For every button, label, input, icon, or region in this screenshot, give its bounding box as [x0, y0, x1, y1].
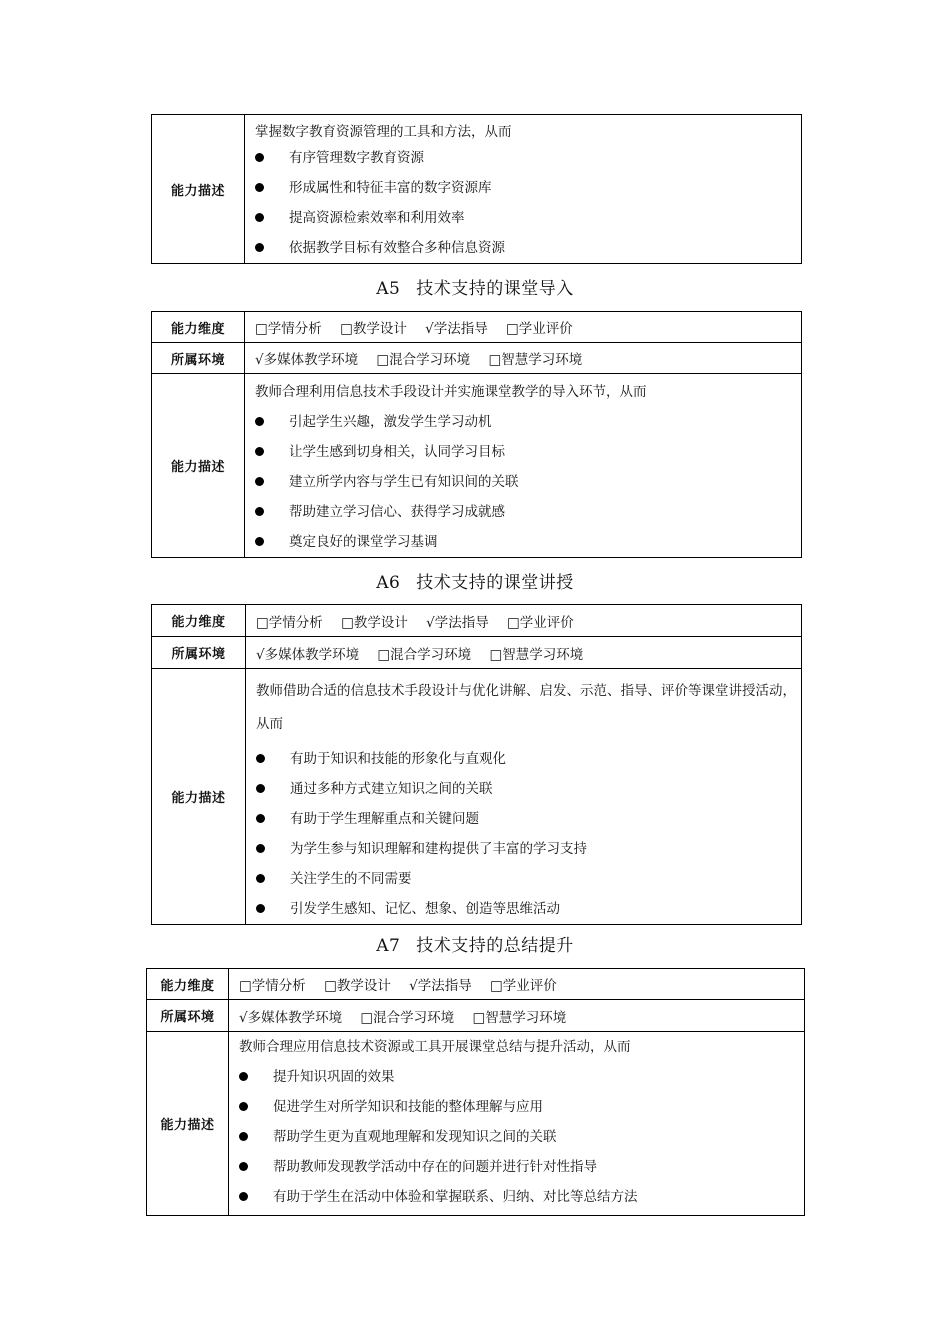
description-list	[255, 407, 801, 557]
dimension-label: 能力维度	[152, 605, 246, 637]
bullet-icon	[239, 1162, 248, 1171]
description-intro: 掌握数字教育资源管理的工具和方法，从而	[255, 124, 512, 140]
dimension-option[interactable]: □学情分析	[255, 321, 322, 337]
description-intro: 教师合理应用信息技术资源或工具开展课堂总结与提升活动，从而	[239, 1039, 631, 1055]
section-heading-a7: A7 技术支持的总结提升	[376, 936, 574, 956]
dimension-options	[246, 605, 802, 637]
environment-option[interactable]: □混合学习环境	[377, 646, 472, 663]
bullet-icon	[256, 874, 265, 883]
description-cell	[245, 374, 802, 558]
description-label: 能力描述	[147, 1032, 229, 1216]
bullet-icon	[256, 814, 265, 823]
list-item: 帮助建立学习信心、获得学习成就感	[255, 497, 801, 527]
list-item: 为学生参与知识理解和建构提供了丰富的学习支持	[256, 834, 801, 864]
description-intro: 教师借助合适的信息技术手段设计与优化讲解、启发、示范、指导、评价等课堂讲授活动，从而	[256, 683, 796, 732]
a7-ability-table	[146, 968, 805, 1216]
list-item: 提升知识巩固的效果	[239, 1062, 804, 1092]
description-label: 能力描述	[152, 669, 246, 925]
dimension-option[interactable]: □学业评价	[507, 614, 574, 631]
bullet-icon	[255, 417, 264, 426]
list-item: 有助于学生理解重点和关键问题	[256, 804, 801, 834]
environment-option[interactable]: □混合学习环境	[376, 352, 471, 368]
list-item: 帮助学生更为直观地理解和发现知识之间的关联	[239, 1122, 804, 1152]
dimension-option[interactable]: √学法指导	[426, 614, 489, 631]
bullet-icon	[255, 537, 264, 546]
environment-options	[229, 1000, 805, 1032]
list-item: 依据教学目标有效整合多种信息资源	[255, 233, 801, 263]
dimension-option[interactable]: √学法指导	[425, 321, 488, 337]
environment-option[interactable]: □智慧学习环境	[472, 1009, 567, 1026]
list-item: 引起学生兴趣，激发学生学习动机	[255, 407, 801, 437]
bullet-icon	[239, 1132, 248, 1141]
bullet-icon	[239, 1072, 248, 1081]
dimension-options	[229, 969, 805, 1000]
a5-ability-table	[151, 311, 802, 558]
list-item: 奠定良好的课堂学习基调	[255, 527, 801, 557]
environment-option[interactable]: √多媒体教学环境	[256, 646, 360, 663]
dimension-option[interactable]: □学业评价	[490, 978, 557, 994]
description-label: 能力描述	[152, 115, 245, 264]
environment-label: 所属环境	[147, 1000, 229, 1032]
dimension-options	[245, 312, 802, 343]
dimension-option[interactable]: √学法指导	[409, 978, 472, 994]
description-cell	[245, 115, 802, 264]
bullet-icon	[255, 153, 264, 162]
description-label: 能力描述	[152, 374, 245, 558]
section-heading-a5: A5 技术支持的课堂导入	[376, 279, 574, 299]
dimension-option[interactable]: □学业评价	[506, 321, 573, 337]
list-item: 提高资源检索效率和利用效率	[255, 203, 801, 233]
environment-option[interactable]: □混合学习环境	[360, 1009, 455, 1026]
description-list	[255, 143, 801, 263]
list-item: 引发学生感知、记忆、想象、创造等思维活动	[256, 894, 801, 924]
bullet-icon	[255, 477, 264, 486]
list-item: 有助于学生在活动中体验和掌握联系、归纳、对比等总结方法	[239, 1182, 804, 1212]
bullet-icon	[256, 754, 265, 763]
bullet-icon	[256, 904, 265, 913]
list-item: 有助于知识和技能的形象化与直观化	[256, 744, 801, 774]
bullet-icon	[239, 1192, 248, 1201]
dimension-option[interactable]: □学情分析	[256, 614, 323, 631]
bullet-icon	[256, 784, 265, 793]
environment-options	[245, 343, 802, 374]
bullet-icon	[255, 183, 264, 192]
list-item: 形成属性和特征丰富的数字资源库	[255, 173, 801, 203]
environment-label: 所属环境	[152, 637, 246, 669]
environment-option[interactable]: □智慧学习环境	[489, 646, 584, 663]
environment-label: 所属环境	[152, 343, 245, 374]
environment-option[interactable]: √多媒体教学环境	[239, 1009, 343, 1026]
list-item: 帮助教师发现教学活动中存在的问题并进行针对性指导	[239, 1152, 804, 1182]
list-item: 有序管理数字教育资源	[255, 143, 801, 173]
bullet-icon	[255, 213, 264, 222]
section-heading-a6: A6 技术支持的课堂讲授	[376, 573, 574, 593]
dimension-option[interactable]: □教学设计	[324, 978, 391, 994]
dimension-option[interactable]: □教学设计	[341, 614, 408, 631]
bullet-icon	[256, 844, 265, 853]
list-item: 关注学生的不同需要	[256, 864, 801, 894]
dimension-label: 能力维度	[147, 969, 229, 1000]
bullet-icon	[255, 507, 264, 516]
dimension-option[interactable]: □教学设计	[340, 321, 407, 337]
dimension-option[interactable]: □学情分析	[239, 978, 306, 994]
a6-ability-table	[151, 604, 802, 925]
list-item: 促进学生对所学知识和技能的整体理解与应用	[239, 1092, 804, 1122]
description-intro: 教师合理利用信息技术手段设计并实施课堂教学的导入环节，从而	[255, 384, 647, 400]
bullet-icon	[255, 243, 264, 252]
description-list	[239, 1062, 804, 1212]
list-item: 让学生感到切身相关，认同学习目标	[255, 437, 801, 467]
environment-options	[246, 637, 802, 669]
description-cell	[246, 669, 802, 925]
description-cell	[229, 1032, 805, 1216]
description-list	[256, 744, 801, 924]
list-item: 建立所学内容与学生已有知识间的关联	[255, 467, 801, 497]
bullet-icon	[239, 1102, 248, 1111]
dimension-label: 能力维度	[152, 312, 245, 343]
top-ability-table	[151, 114, 802, 264]
environment-option[interactable]: □智慧学习环境	[488, 352, 583, 368]
bullet-icon	[255, 447, 264, 456]
environment-option[interactable]: √多媒体教学环境	[255, 352, 359, 368]
list-item: 通过多种方式建立知识之间的关联	[256, 774, 801, 804]
